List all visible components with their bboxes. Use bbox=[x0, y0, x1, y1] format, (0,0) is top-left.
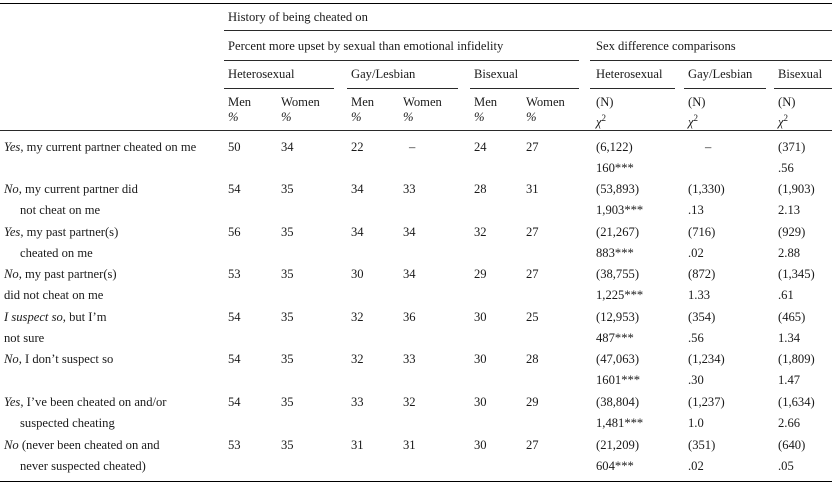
rule-under-comp-hetero bbox=[590, 88, 675, 89]
row-label bbox=[4, 395, 167, 409]
n-value: (1,345) bbox=[778, 267, 815, 281]
n-value: (929) bbox=[778, 225, 806, 239]
rule-under-gay bbox=[347, 88, 458, 89]
n-value: (12,953) bbox=[596, 310, 640, 324]
percent-value: 36 bbox=[403, 310, 416, 324]
chi-square-value: 1.33 bbox=[688, 288, 711, 302]
chi-square-value: 1,225*** bbox=[596, 288, 644, 302]
chi-square-value: .02 bbox=[688, 459, 704, 473]
percent-value: 27 bbox=[526, 225, 539, 239]
chi-square-value: .02 bbox=[688, 246, 704, 260]
percent-value: 35 bbox=[281, 182, 294, 196]
chi-symbol: χ bbox=[596, 115, 602, 129]
percent-value: 53 bbox=[228, 438, 241, 452]
row-label-rest: , but I’m bbox=[62, 310, 107, 324]
comparison-orientation-header: Heterosexual bbox=[596, 67, 663, 81]
women-header: Women bbox=[526, 95, 565, 109]
percent-value: 35 bbox=[281, 395, 294, 409]
row-label bbox=[4, 352, 113, 366]
rule-under-hetero bbox=[224, 88, 334, 89]
percent-value: 54 bbox=[228, 310, 241, 324]
chi-square-value: 160*** bbox=[596, 161, 634, 175]
n-value: (6,122) bbox=[596, 140, 633, 154]
percent-value: 33 bbox=[351, 395, 364, 409]
chi-square-value: 604*** bbox=[596, 459, 634, 473]
n-value: (1,237) bbox=[688, 395, 725, 409]
percent-value: 31 bbox=[526, 182, 539, 196]
percent-value: 34 bbox=[403, 225, 416, 239]
percent-value: 30 bbox=[351, 267, 364, 281]
percent-value: 28 bbox=[526, 352, 539, 366]
n-value: (465) bbox=[778, 310, 806, 324]
chi-square-value: 1,903*** bbox=[596, 203, 644, 217]
percent-value: 35 bbox=[281, 267, 294, 281]
n-value: (351) bbox=[688, 438, 716, 452]
top-rule bbox=[0, 3, 832, 4]
chi-square-value: .13 bbox=[688, 203, 704, 217]
n-value: (47,063) bbox=[596, 352, 640, 366]
percent-value: 27 bbox=[526, 438, 539, 452]
percent-value: 32 bbox=[351, 310, 364, 324]
chi-square-value: 883*** bbox=[596, 246, 634, 260]
percent-value: 24 bbox=[474, 140, 487, 154]
percent-value: 50 bbox=[228, 140, 241, 154]
header-bottom-rule bbox=[0, 130, 832, 131]
percent-value: 30 bbox=[474, 352, 487, 366]
percent-value: 54 bbox=[228, 395, 241, 409]
row-label-rest: , my current partner cheated on me bbox=[20, 140, 197, 154]
n-value: (21,267) bbox=[596, 225, 640, 239]
chi-square-value: .30 bbox=[688, 373, 704, 387]
row-label-rest: , my past partner(s) bbox=[18, 267, 117, 281]
bottom-rule bbox=[0, 481, 832, 482]
chi-symbol: χ bbox=[688, 115, 694, 129]
n-value: (716) bbox=[688, 225, 716, 239]
percent-value: 34 bbox=[351, 225, 364, 239]
row-label-emphasis: Yes bbox=[4, 225, 21, 239]
row-label-continuation: suspected cheating bbox=[20, 416, 115, 430]
n-value: (38,804) bbox=[596, 395, 640, 409]
row-label bbox=[4, 182, 138, 196]
percent-value: 34 bbox=[403, 267, 416, 281]
row-label bbox=[4, 310, 107, 324]
comparison-orientation-header: Gay/Lesbian bbox=[688, 67, 753, 81]
percent-value: 35 bbox=[281, 352, 294, 366]
rule-under-history bbox=[224, 30, 832, 31]
percent-symbol: % bbox=[403, 110, 414, 124]
percent-value: 32 bbox=[351, 352, 364, 366]
percent-value: 56 bbox=[228, 225, 241, 239]
men-header: Men bbox=[228, 95, 252, 109]
n-value: (1,903) bbox=[778, 182, 815, 196]
rule-under-comp-gay bbox=[684, 88, 766, 89]
n-header: (N) bbox=[596, 95, 614, 109]
n-value: (354) bbox=[688, 310, 716, 324]
percent-value: – bbox=[409, 140, 416, 154]
percent-value: 54 bbox=[228, 352, 241, 366]
row-label-rest: (never been cheated on and bbox=[18, 438, 160, 452]
row-label-continuation: did not cheat on me bbox=[4, 288, 104, 302]
row-label-rest: , I don’t suspect so bbox=[18, 352, 114, 366]
row-label-rest: , my past partner(s) bbox=[20, 225, 119, 239]
chi-square-value: .61 bbox=[778, 288, 794, 302]
row-label bbox=[4, 267, 117, 281]
chi-square-value: .56 bbox=[778, 161, 794, 175]
row-label bbox=[4, 225, 118, 239]
header-history: History of being cheated on bbox=[228, 10, 368, 24]
percent-value: 22 bbox=[351, 140, 364, 154]
n-value: (1,809) bbox=[778, 352, 815, 366]
chi-square-header bbox=[688, 111, 698, 129]
n-header: (N) bbox=[778, 95, 796, 109]
percent-value: 32 bbox=[474, 225, 487, 239]
rule-under-comparisons bbox=[590, 60, 832, 61]
percent-value: 30 bbox=[474, 438, 487, 452]
percent-value: 30 bbox=[474, 395, 487, 409]
percent-symbol: % bbox=[474, 110, 485, 124]
percent-value: 28 bbox=[474, 182, 487, 196]
n-value: (872) bbox=[688, 267, 716, 281]
percent-value: 35 bbox=[281, 310, 294, 324]
row-label-emphasis: No bbox=[4, 352, 19, 366]
percent-value: 33 bbox=[403, 182, 416, 196]
percent-value: 54 bbox=[228, 182, 241, 196]
chi-square-value: 1,481*** bbox=[596, 416, 644, 430]
women-header: Women bbox=[281, 95, 320, 109]
chi-square-value: 1.0 bbox=[688, 416, 704, 430]
chi-square-value: 2.88 bbox=[778, 246, 801, 260]
header-sex-difference: Sex difference comparisons bbox=[596, 39, 736, 53]
percent-value: 35 bbox=[281, 438, 294, 452]
row-label-emphasis: Yes bbox=[4, 395, 21, 409]
chi-square-value: 487*** bbox=[596, 331, 634, 345]
n-value: (1,634) bbox=[778, 395, 815, 409]
men-header: Men bbox=[474, 95, 498, 109]
chi-square-value: .56 bbox=[688, 331, 704, 345]
orientation-header: Gay/Lesbian bbox=[351, 67, 416, 81]
row-label bbox=[4, 438, 160, 452]
row-label-continuation: cheated on me bbox=[20, 246, 93, 260]
men-header: Men bbox=[351, 95, 375, 109]
row-label-emphasis: I suspect so bbox=[4, 310, 63, 324]
n-value: (640) bbox=[778, 438, 806, 452]
percent-value: 31 bbox=[403, 438, 416, 452]
chi-superscript: 2 bbox=[783, 113, 789, 123]
rule-under-comp-bi bbox=[774, 88, 832, 89]
row-label-continuation: not cheat on me bbox=[20, 203, 101, 217]
orientation-header: Heterosexual bbox=[228, 67, 295, 81]
percent-value: 30 bbox=[474, 310, 487, 324]
row-label-rest: , I’ve been cheated on and/or bbox=[20, 395, 167, 409]
chi-square-value: 2.66 bbox=[778, 416, 801, 430]
n-value: (1,234) bbox=[688, 352, 725, 366]
chi-symbol: χ bbox=[778, 115, 784, 129]
percent-symbol: % bbox=[228, 110, 239, 124]
row-label-continuation: not sure bbox=[4, 331, 45, 345]
percent-symbol: % bbox=[281, 110, 292, 124]
comparison-orientation-header: Bisexual bbox=[778, 67, 823, 81]
chi-square-value: .05 bbox=[778, 459, 794, 473]
chi-superscript: 2 bbox=[601, 113, 607, 123]
row-label bbox=[4, 140, 196, 154]
n-value: (371) bbox=[778, 140, 806, 154]
n-value: – bbox=[705, 140, 712, 154]
header-percent-upset: Percent more upset by sexual than emotional infidelity bbox=[228, 39, 504, 53]
chi-square-value: 1601*** bbox=[596, 373, 641, 387]
percent-symbol: % bbox=[351, 110, 362, 124]
row-label-emphasis: No bbox=[4, 267, 19, 281]
row-label-emphasis: Yes bbox=[4, 140, 21, 154]
chi-superscript: 2 bbox=[693, 113, 699, 123]
row-label-emphasis: No bbox=[4, 438, 19, 452]
n-value: (21,209) bbox=[596, 438, 640, 452]
row-label-emphasis: No bbox=[4, 182, 19, 196]
chi-square-header bbox=[596, 111, 606, 129]
n-value: (1,330) bbox=[688, 182, 725, 196]
row-label-continuation: never suspected cheated) bbox=[20, 459, 146, 473]
percent-value: 53 bbox=[228, 267, 241, 281]
chi-square-value: 1.34 bbox=[778, 331, 801, 345]
percent-value: 31 bbox=[351, 438, 364, 452]
rule-under-bi bbox=[470, 88, 579, 89]
percent-value: 27 bbox=[526, 140, 539, 154]
percent-value: 33 bbox=[403, 352, 416, 366]
n-header: (N) bbox=[688, 95, 706, 109]
n-value: (38,755) bbox=[596, 267, 640, 281]
women-header: Women bbox=[403, 95, 442, 109]
percent-value: 35 bbox=[281, 225, 294, 239]
percent-symbol: % bbox=[526, 110, 537, 124]
percent-value: 27 bbox=[526, 267, 539, 281]
percent-value: 25 bbox=[526, 310, 539, 324]
percent-value: 34 bbox=[281, 140, 294, 154]
orientation-header: Bisexual bbox=[474, 67, 519, 81]
chi-square-value: 1.47 bbox=[778, 373, 801, 387]
percent-value: 32 bbox=[403, 395, 416, 409]
rule-under-percent bbox=[224, 60, 579, 61]
percent-value: 29 bbox=[526, 395, 539, 409]
percent-value: 29 bbox=[474, 267, 487, 281]
row-label-rest: , my current partner did bbox=[18, 182, 138, 196]
percent-value: 34 bbox=[351, 182, 364, 196]
chi-square-value: 2.13 bbox=[778, 203, 801, 217]
n-value: (53,893) bbox=[596, 182, 640, 196]
chi-square-header bbox=[778, 111, 788, 129]
